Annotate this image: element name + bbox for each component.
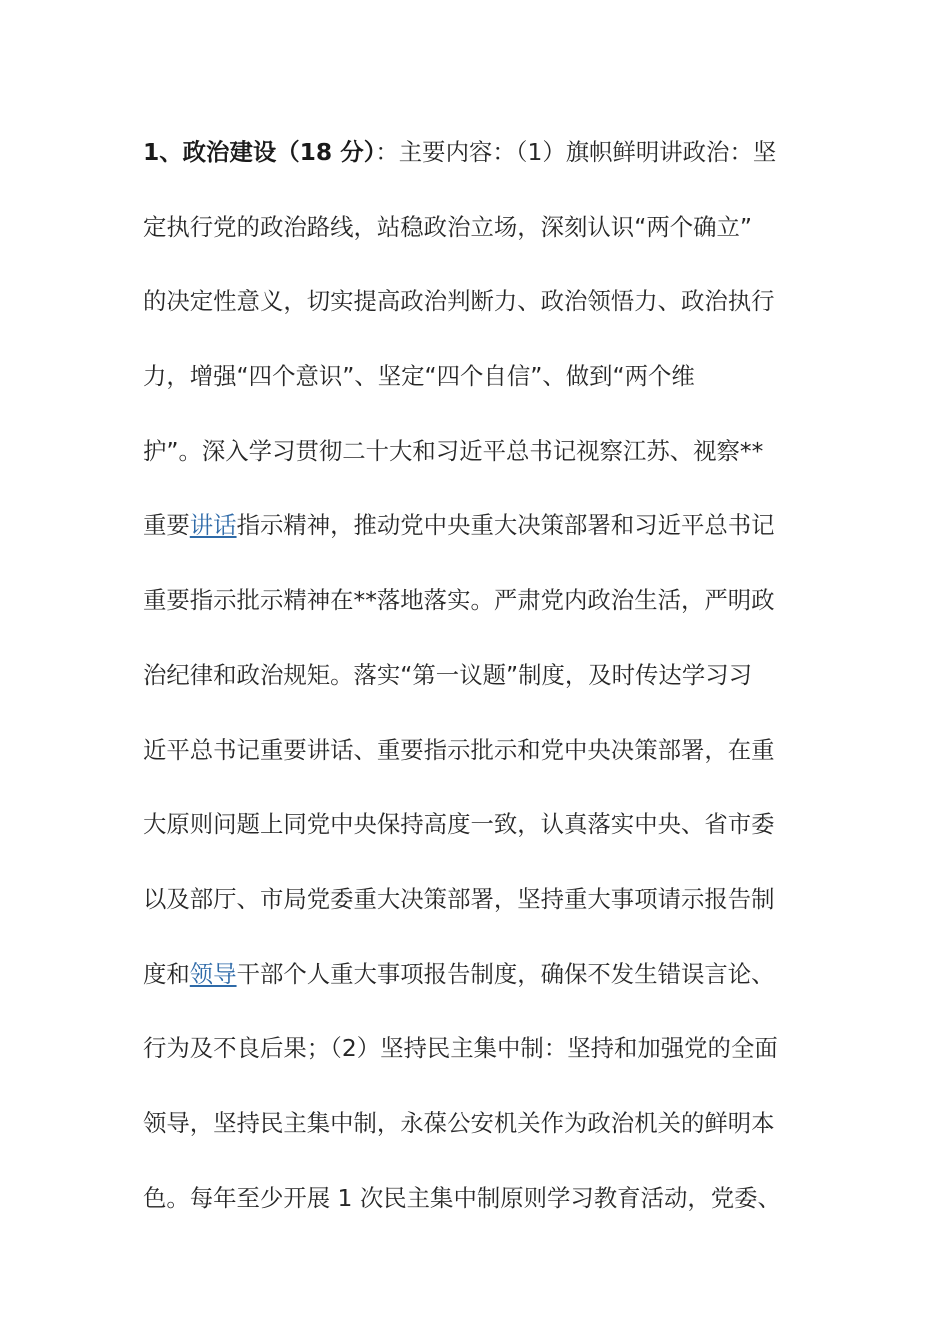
leadership-link[interactable]: 领导: [189, 959, 237, 988]
text-line-11: 以及部厅、市局党委重大决策部署，坚持重大事项请示报告制: [143, 884, 775, 913]
text-line-15: 色。每年至少开展 1 次民主集中制原则学习教育活动，党委、: [143, 1183, 781, 1212]
document-body: [143, 120, 808, 1240]
text-line-7: 重要指示批示精神在**落地落实。严肃党内政治生活，严明政: [143, 586, 775, 615]
line-text: 重要: [143, 511, 190, 540]
text-line-8: 治纪律和政治规矩。落实“第一议题”制度，及时传达学习习: [143, 660, 752, 689]
text-line-6: [143, 493, 808, 568]
text-line-4: 力，增强“四个意识”、坚定“四个自信”、做到“两个维: [143, 362, 695, 391]
text-line-13: 行为及不良后果；（2）坚持民主集中制：坚持和加强党的全面: [143, 1034, 778, 1063]
text-line-3: 的决定性意义，切实提高政治判断力、政治领悟力、政治执行: [143, 287, 775, 316]
text-line-2: 定执行党的政治路线，站稳政治立场，深刻认识“两个确立”: [143, 212, 752, 241]
text-line-12: [143, 942, 808, 1017]
text-line-14: 领导，坚持民主集中制，永葆公安机关作为政治机关的鲜明本: [143, 1108, 775, 1137]
speech-link[interactable]: 讲话: [189, 511, 237, 540]
text-line-9: 近平总书记重要讲话、重要指示批示和党中央决策部署，在重: [143, 735, 775, 764]
text-line-1: [143, 120, 808, 195]
text-line-5: 护”。深入学习贯彻二十大和习近平总书记视察江苏、视察**: [143, 436, 764, 465]
line-text: ：主要内容：（1）旗帜鲜明讲政治：坚: [375, 138, 777, 166]
line-text: 指示精神，推动党中央重大决策部署和习近平总书记: [236, 511, 775, 540]
line-text: 干部个人重大事项报告制度，确保不发生错误言论、: [236, 959, 775, 988]
section-heading: 1、政治建设（18 分）: [143, 138, 376, 166]
line-text: 度和: [143, 959, 190, 988]
text-line-10: 大原则问题上同党中央保持高度一致，认真落实中央、省市委: [143, 810, 775, 839]
